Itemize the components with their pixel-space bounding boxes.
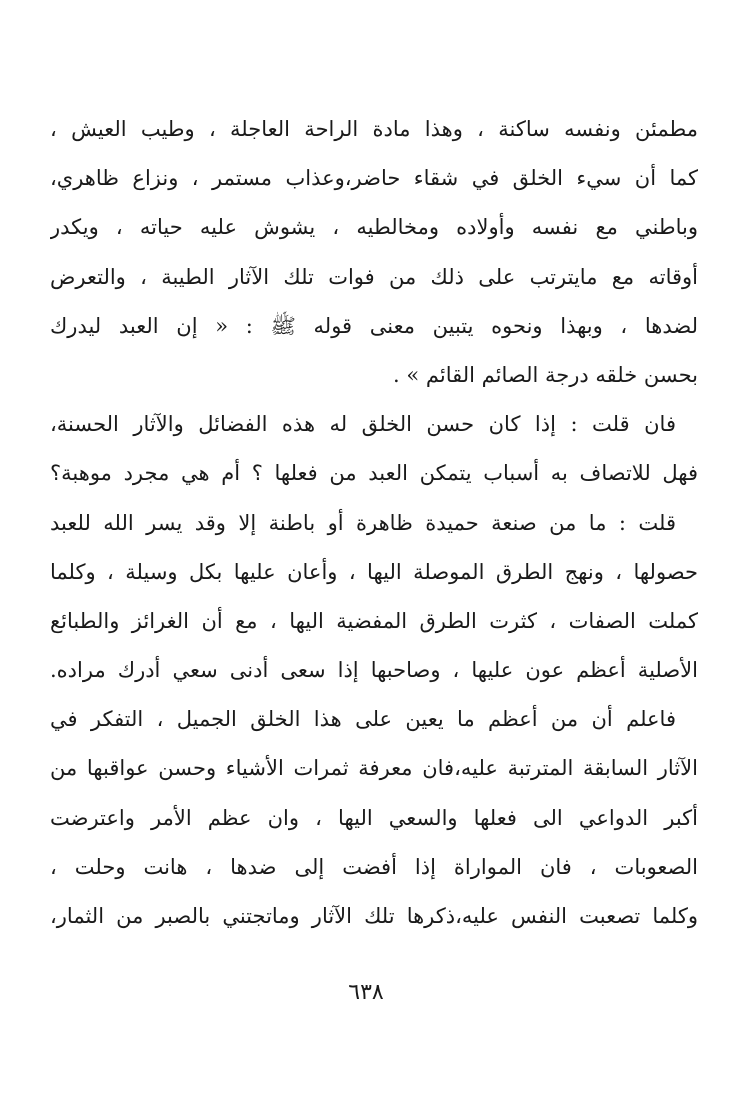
text-line: أكبر الدواعي الى فعلها والسعي اليها ، وان عظم الأمر واعترضت — [50, 805, 698, 830]
text-line: لضدها ، وبهذا ونحوه يتبين معنى قوله ﷺ : « إن العبد ليدرك — [50, 313, 698, 338]
text-line: الصعوبات ، فان المواراة إذا أفضت إلى ضدها ، هانت وحلت ، — [50, 854, 698, 879]
text-line: حصولها ، ونهج الطرق الموصلة اليها ، وأعان عليها بكل وسيلة ، وكلما — [50, 559, 698, 584]
page-number: ٦٣٨ — [348, 980, 384, 1005]
text-line: أوقاته مع مايترتب على ذلك من فوات تلك الآثار الطيبة ، والتعرض — [50, 264, 698, 289]
text-line: وكلما تصعبت النفس عليه،ذكرها تلك الآثار وماتجتني بالصبر من الثمار، — [50, 904, 698, 928]
text-line: الآثار السابقة المترتبة عليه،فان معرفة ثمرات الأشياء وحسن عواقبها من — [50, 756, 698, 781]
text-line: قلت : ما من صنعة حميدة ظاهرة أو باطنة إلا وقد يسر الله للعبد — [50, 510, 676, 535]
text-line: وباطني مع نفسه وأولاده ومخالطيه ، يشوش عليه حياته ، ويكدر — [50, 215, 698, 240]
text-line: كما أن سيء الخلق في شقاء حاضر،وعذاب مستمر ، ونزاع ظاهري، — [50, 166, 698, 191]
text-line: فان قلت : إذا كان حسن الخلق له هذه الفضائل والآثار الحسنة، — [50, 412, 676, 437]
text-line: مطمئن ونفسه ساكنة ، وهذا مادة الراحة العاجلة ، وطيب العيش ، — [50, 117, 698, 141]
body-text — [50, 105, 698, 941]
text-line: فاعلم أن من أعظم ما يعين على هذا الخلق الجميل ، التفكر في — [50, 707, 676, 732]
text-line: الأصلية أعظم عون عليها ، وصاحبها إذا سعى أدنى سعي أدرك مراده. — [50, 658, 698, 683]
text-line: بحسن خلقه درجة الصائم القائم » . — [393, 362, 698, 387]
text-line: فهل للاتصاف به أسباب يتمكن العبد من فعلها ؟ أم هي مجرد موهبة؟ — [50, 461, 698, 486]
text-line: كملت الصفات ، كثرت الطرق المفضية اليها ، مع أن الغرائز والطبائع — [50, 608, 698, 633]
